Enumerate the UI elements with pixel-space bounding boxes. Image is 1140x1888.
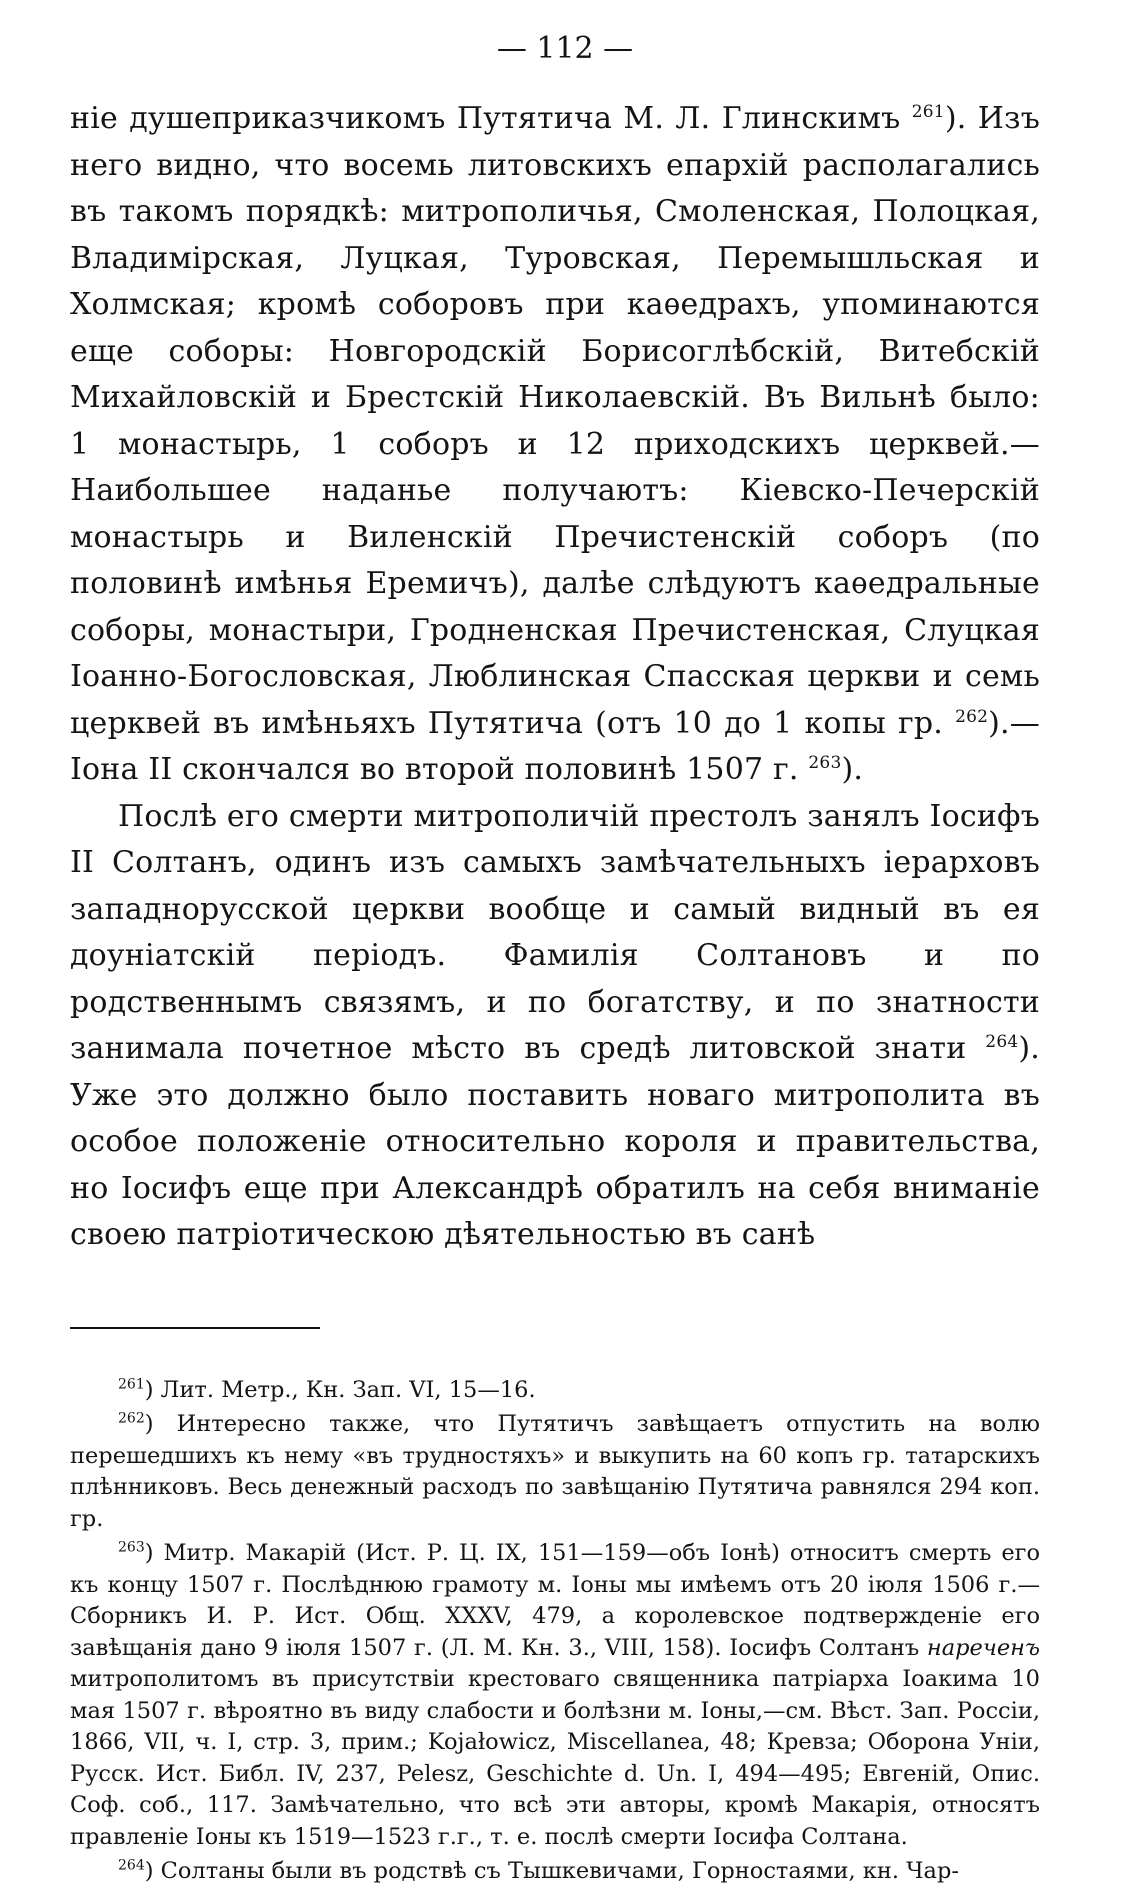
footnote-marker-262: 262 (955, 706, 989, 727)
footnote-text: ) Солтаны были въ родствѣ съ Тышкевичами, Горностаями, кн. Чар- (144, 1858, 959, 1884)
footnote-262 (70, 1409, 1040, 1535)
footnote-number: 261 (118, 1376, 145, 1392)
text-span: ). Изъ него видно, что восемь литовскихъ епархій располагались въ такомъ порядкѣ: митрополичья, Смоленская, Полоцкая, Владимірская, Луцкая, Туровская, Перемышльская и Холмская; кромѣ соборовъ при каѳедрахъ, упоминаются еще соборы: Новгородскій Борисоглѣбскій, Витебскій Михайловскій и Брестскій Николаевскій. Въ Вильнѣ было: 1 монастырь, 1 соборъ и 12 приходскихъ церквей.—Наибольшее наданье получаютъ: Кіевско-Печерскій монастырь и Виленскій Пречистенскій соборъ (по половинѣ имѣнья Еремичъ), далѣе слѣдуютъ каѳедральные соборы, монастыри, Гродненская Пречистенская, Слуцкая Іоанно-Богословская, Люблинская Спасская церкви и семь церквей въ имѣньяхъ Путятича (отъ 10 до 1 копы гр. (70, 101, 1041, 741)
footnote-263 (70, 1538, 1040, 1853)
text-span: ). (841, 752, 864, 787)
footnote-divider (70, 1327, 320, 1329)
footnote-number: 262 (118, 1410, 145, 1427)
book-page (70, 30, 1041, 1884)
footnote-marker-263: 263 (808, 753, 842, 773)
main-paragraph-2 (70, 794, 1040, 1259)
footnote-text: ) Митр. Макарій (Ист. Р. Ц. IX, 151—159—объ Іонѣ) относитъ смерть его къ концу 1507 г. Послѣднюю грамоту м. Іоны мы имѣемъ отъ 20 іюля 1506 г.—Сборникъ И. Р. Ист. Общ. XXXV, 479, а королевское подтвержденіе его завѣщанія дано 9 іюля 1507 г. (Л. М. Кн. 3., VIII, 158). Іосифъ Солтанъ (70, 1540, 1040, 1661)
text-span: ).—Іона II скончался во второй половинѣ 1507 г. (70, 705, 1040, 787)
page-number: — 112 — (496, 31, 634, 66)
main-text (70, 96, 1040, 1259)
footnote-number: 263 (118, 1539, 145, 1556)
main-paragraph-1 (70, 96, 1040, 794)
text-span: Послѣ его смерти митрополичій престолъ занялъ Іосифъ II Солтанъ, одинъ изъ самыхъ замѣчательныхъ іерарховъ западнорусской церкви вообще и самый видный въ ея доуніатскій періодъ. Фамилія Солтановъ и по родственнымъ связямъ, и по богатству, и по знатности занимала почетное мѣсто въ средѣ литовской знати (70, 798, 1040, 1066)
footnote-264 (70, 1856, 1040, 1888)
text-span: ніе душеприказчикомъ Путятича М. Л. Глинскимъ (70, 101, 912, 136)
footnote-text: митрополитомъ въ присутствіи крестоваго священника патріарха Іоакима 10 мая 1507 г. вѣроятно въ виду слабости и болѣзни м. Іоны,—см. Вѣст. Зап. Россіи, 1866, VII, ч. I, стр. 3, прим.; Kojałowicz, Miscellanea, 48; Кревза; Оборона Уніи, Русск. Ист. Библ. IV, 237, Pelesz, Geschichte d. Un. I, 494—495; Евгеній, Опис. Соф. соб., 117. Замѣчательно, что всѣ эти авторы, кромѣ Макарія, относятъ правленіе Іоны къ 1519—1523 г.г., т. е. послѣ смерти Іосифа Солтана. (70, 1666, 1040, 1850)
footnote-261 (70, 1375, 1040, 1407)
footnote-number: 264 (118, 1857, 145, 1874)
footnote-emphasis: нареченъ (926, 1634, 1040, 1661)
text-span: ). Уже это должно было поставить новаго митрополита въ особое положеніе относительно короля и правительства, но Іосифъ еще при Александрѣ обратилъ на себя вниманіе своею патріотическою дѣятельностью въ санѣ (70, 1031, 1040, 1252)
footnote-marker-264: 264 (985, 1032, 1019, 1052)
footnote-text: ) Лит. Метр., Кн. Зап. VI, 15—16. (144, 1376, 536, 1403)
footnote-text: ) Интересно также, что Путятичъ завѣщаетъ отпустить на волю перешедшихъ къ нему «въ трудностяхъ» и выкупить на 60 копъ гр. татарскихъ плѣнниковъ. Весь денежный расходъ по завѣщанію Путятича равнялся 294 коп. гр. (70, 1411, 1040, 1532)
footnote-marker-261: 261 (911, 102, 945, 122)
footnotes (70, 1375, 1040, 1888)
